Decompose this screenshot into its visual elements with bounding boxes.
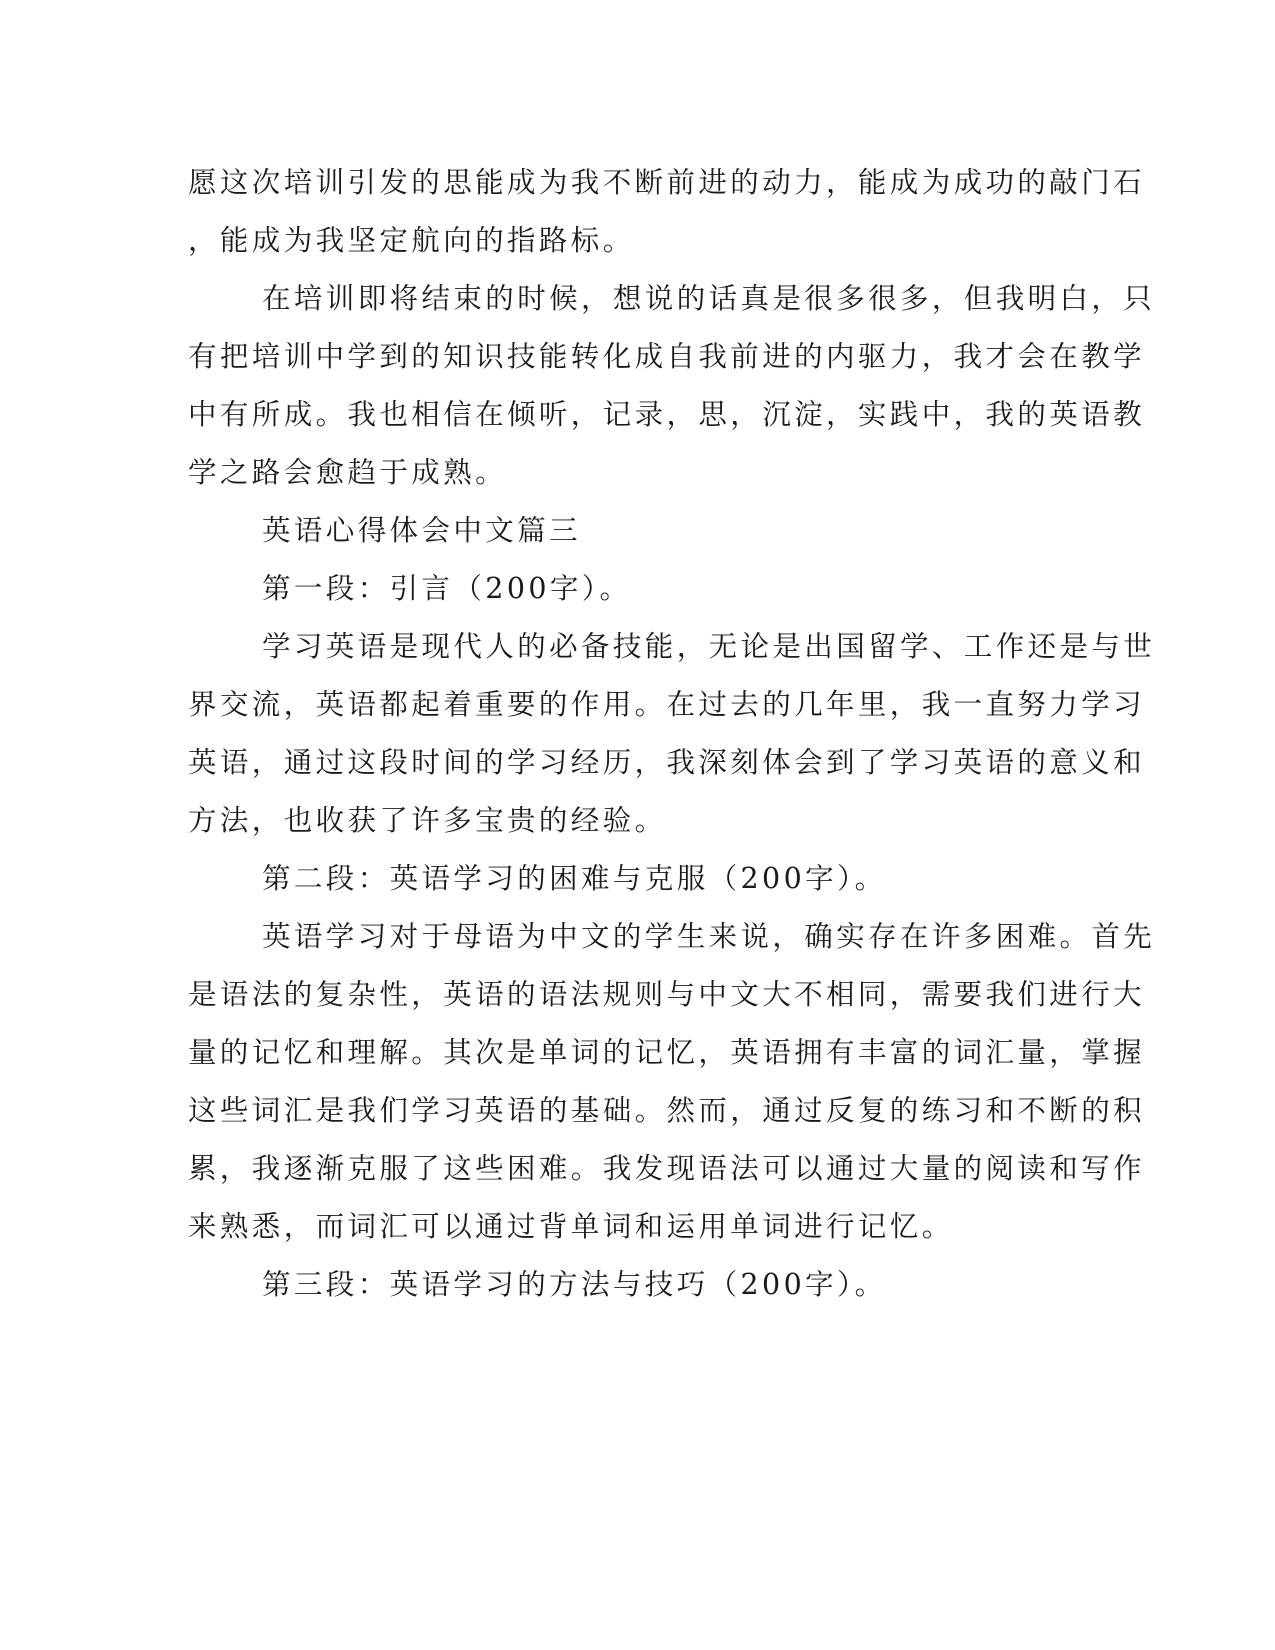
text-line: 有把培训中学到的知识技能转化成自我前进的内驱力，我才会在教学 — [188, 340, 1146, 373]
paragraph-first-line: 在培训即将结束的时候，想说的话真是很多很多，但我明白，只 — [262, 282, 1156, 315]
text-line: 中有所成。我也相信在倾听，记录，思，沉淀，实践中，我的英语教 — [188, 398, 1146, 431]
text-line: 这些词汇是我们学习英语的基础。然而，通过反复的练习和不断的积 — [188, 1094, 1146, 1127]
text-line: 来熟悉，而词汇可以通过背单词和运用单词进行记忆。 — [188, 1210, 954, 1243]
section-heading: 第三段：英语学习的方法与技巧（200字）。 — [262, 1268, 887, 1301]
text-line: 英语，通过这段时间的学习经历，我深刻体会到了学习英语的意义和 — [188, 746, 1146, 779]
text-line: 是语法的复杂性，英语的语法规则与中文大不相同，需要我们进行大 — [188, 978, 1146, 1011]
text-line: 愿这次培训引发的思能成为我不断前进的动力，能成为成功的敲门石 — [188, 166, 1146, 199]
text-line: ，能成为我坚定航向的指路标。 — [188, 224, 635, 257]
text-line: 界交流，英语都起着重要的作用。在过去的几年里，我一直努力学习 — [188, 688, 1146, 721]
text-line: 学之路会愈趋于成熟。 — [188, 456, 508, 489]
paragraph-first-line: 学习英语是现代人的必备技能，无论是出国留学、工作还是与世 — [262, 630, 1156, 663]
section-heading: 第一段：引言（200字）。 — [262, 572, 632, 605]
text-line: 累，我逐渐克服了这些困难。我发现语法可以通过大量的阅读和写作 — [188, 1152, 1146, 1185]
text-line: 方法，也收获了许多宝贵的经验。 — [188, 804, 667, 837]
section-heading: 第二段：英语学习的困难与克服（200字）。 — [262, 862, 887, 895]
section-title: 英语心得体会中文篇三 — [262, 514, 582, 547]
text-line: 量的记忆和理解。其次是单词的记忆，英语拥有丰富的词汇量，掌握 — [188, 1036, 1146, 1069]
paragraph-first-line: 英语学习对于母语为中文的学生来说，确实存在许多困难。首先 — [262, 920, 1156, 953]
